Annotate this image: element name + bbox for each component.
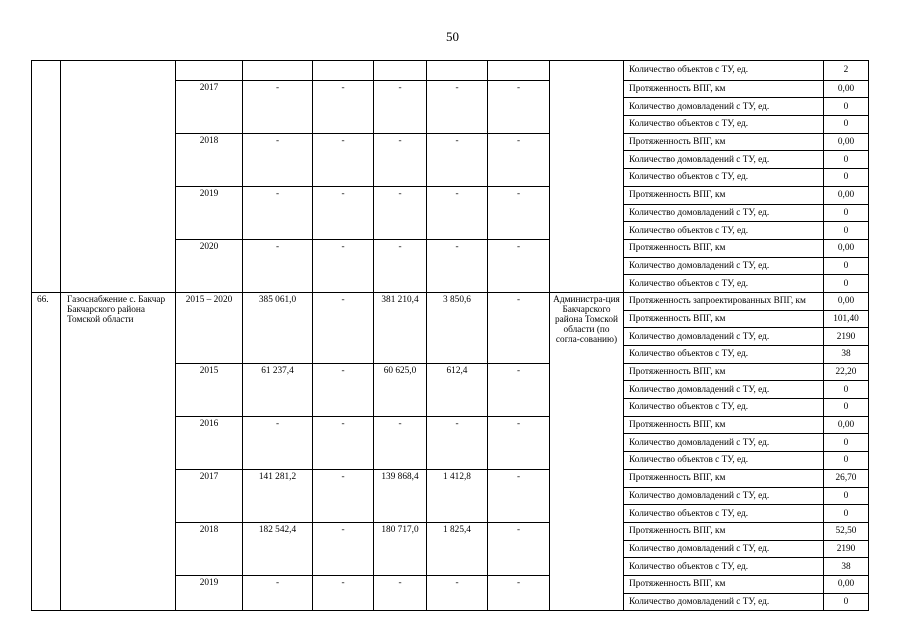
funding-value <box>427 61 488 81</box>
year-cell: 2019 <box>176 575 243 610</box>
funding-value: - <box>374 133 427 186</box>
indicator-label: Протяженность ВПГ, км <box>624 310 824 328</box>
funding-value: 1 412,8 <box>427 469 488 522</box>
funding-value: 182 542,4 <box>243 522 313 575</box>
funding-value: - <box>488 292 550 363</box>
indicator-value: 0 <box>824 257 869 275</box>
indicator-label: Протяженность ВПГ, км <box>624 416 824 434</box>
funding-value: - <box>488 469 550 522</box>
year-cell: 2019 <box>176 186 243 239</box>
indicator-value: 38 <box>824 346 869 364</box>
indicator-value: 0,00 <box>824 186 869 204</box>
indicator-label: Протяженность ВПГ, км <box>624 575 824 593</box>
indicator-label: Количество объектов с ТУ, ед. <box>624 452 824 470</box>
indicator-label: Количество объектов с ТУ, ед. <box>624 399 824 417</box>
indicator-value: 0 <box>824 151 869 169</box>
indicator-label: Протяженность запроектированных ВПГ, км <box>624 292 824 310</box>
funding-value: - <box>243 80 313 133</box>
funding-value: - <box>374 416 427 469</box>
indicator-label: Количество домовладений с ТУ, ед. <box>624 98 824 116</box>
funding-value: - <box>313 186 374 239</box>
indicator-value: 0,00 <box>824 239 869 257</box>
funding-value: - <box>313 80 374 133</box>
funding-value: - <box>374 80 427 133</box>
indicator-value: 26,70 <box>824 469 869 487</box>
funding-value <box>374 61 427 81</box>
indicator-label: Протяженность ВПГ, км <box>624 80 824 98</box>
indicator-value: 2190 <box>824 540 869 558</box>
executor-cell: Администра-ция Бакчарского района Томской области (по согла-сованию) <box>550 292 624 610</box>
indicator-value: 0 <box>824 275 869 293</box>
indicator-label: Количество домовладений с ТУ, ед. <box>624 593 824 611</box>
indicator-label: Протяженность ВПГ, км <box>624 133 824 151</box>
funding-value <box>313 61 374 81</box>
indicator-value: 0 <box>824 487 869 505</box>
indicator-value: 0,00 <box>824 575 869 593</box>
indicator-value: 0 <box>824 593 869 611</box>
indicator-value: 2190 <box>824 328 869 346</box>
funding-value: - <box>313 239 374 292</box>
executor-cell <box>550 61 624 293</box>
indicator-value: 0,00 <box>824 133 869 151</box>
indicator-label: Количество объектов с ТУ, ед. <box>624 61 824 81</box>
indicator-label: Количество домовладений с ТУ, ед. <box>624 487 824 505</box>
indicator-label: Протяженность ВПГ, км <box>624 522 824 540</box>
indicator-label: Количество объектов с ТУ, ед. <box>624 222 824 240</box>
funding-value: 381 210,4 <box>374 292 427 363</box>
funding-value: - <box>243 239 313 292</box>
indicator-value: 0 <box>824 399 869 417</box>
funding-value: - <box>488 186 550 239</box>
funding-value: - <box>427 416 488 469</box>
year-cell: 2018 <box>176 522 243 575</box>
year-cell: 2020 <box>176 239 243 292</box>
year-cell: 2015 – 2020 <box>176 292 243 363</box>
item-name: Газоснабжение с. Бакчар Бакчарского района Томской области <box>61 292 176 610</box>
indicator-label: Количество домовладений с ТУ, ед. <box>624 381 824 399</box>
indicator-value: 22,20 <box>824 363 869 381</box>
indicator-value: 38 <box>824 558 869 576</box>
indicator-label: Количество объектов с ТУ, ед. <box>624 346 824 364</box>
program-table <box>31 60 869 611</box>
indicator-label: Протяженность ВПГ, км <box>624 239 824 257</box>
indicator-value: 0,00 <box>824 416 869 434</box>
funding-value: - <box>374 239 427 292</box>
funding-value: - <box>488 416 550 469</box>
funding-value: 1 825,4 <box>427 522 488 575</box>
funding-value <box>488 61 550 81</box>
funding-value: - <box>488 133 550 186</box>
funding-value: - <box>243 186 313 239</box>
funding-value: - <box>427 186 488 239</box>
funding-value: - <box>243 416 313 469</box>
indicator-label: Количество объектов с ТУ, ед. <box>624 116 824 134</box>
funding-value: - <box>427 80 488 133</box>
funding-value: 60 625,0 <box>374 363 427 416</box>
funding-value: - <box>374 186 427 239</box>
year-cell: 2018 <box>176 133 243 186</box>
item-number: 66. <box>32 292 61 610</box>
indicator-label: Протяженность ВПГ, км <box>624 469 824 487</box>
funding-value <box>243 61 313 81</box>
funding-value: - <box>488 575 550 610</box>
item-name <box>61 61 176 293</box>
funding-value: - <box>374 575 427 610</box>
indicator-label: Количество домовладений с ТУ, ед. <box>624 204 824 222</box>
table-row <box>32 61 869 81</box>
funding-value: 139 868,4 <box>374 469 427 522</box>
funding-value: - <box>488 80 550 133</box>
funding-value: - <box>427 133 488 186</box>
funding-value: 61 237,4 <box>243 363 313 416</box>
indicator-value: 52,50 <box>824 522 869 540</box>
funding-value: - <box>313 363 374 416</box>
indicator-value: 0 <box>824 452 869 470</box>
indicator-label: Количество домовладений с ТУ, ед. <box>624 257 824 275</box>
funding-value: 612,4 <box>427 363 488 416</box>
funding-value: - <box>313 416 374 469</box>
indicator-value: 0 <box>824 116 869 134</box>
funding-value: - <box>313 575 374 610</box>
indicator-value: 2 <box>824 61 869 81</box>
funding-value: - <box>313 292 374 363</box>
funding-value: - <box>313 133 374 186</box>
funding-value: 180 717,0 <box>374 522 427 575</box>
indicator-value: 101,40 <box>824 310 869 328</box>
funding-value: - <box>488 239 550 292</box>
funding-value: - <box>488 522 550 575</box>
indicator-value: 0 <box>824 169 869 187</box>
indicator-label: Протяженность ВПГ, км <box>624 363 824 381</box>
year-cell: 2017 <box>176 469 243 522</box>
indicator-value: 0 <box>824 98 869 116</box>
indicator-value: 0,00 <box>824 80 869 98</box>
funding-value: - <box>427 575 488 610</box>
indicator-value: 0 <box>824 204 869 222</box>
funding-value: - <box>488 363 550 416</box>
table-row <box>32 292 869 310</box>
year-cell: 2015 <box>176 363 243 416</box>
indicator-label: Количество домовладений с ТУ, ед. <box>624 540 824 558</box>
funding-value: - <box>313 522 374 575</box>
item-number <box>32 61 61 293</box>
indicator-value: 0 <box>824 505 869 523</box>
indicator-value: 0 <box>824 222 869 240</box>
funding-value: 3 850,6 <box>427 292 488 363</box>
indicator-value: 0 <box>824 381 869 399</box>
indicator-label: Количество домовладений с ТУ, ед. <box>624 151 824 169</box>
funding-value: - <box>427 239 488 292</box>
funding-value: 141 281,2 <box>243 469 313 522</box>
funding-value: - <box>313 469 374 522</box>
indicator-label: Протяженность ВПГ, км <box>624 186 824 204</box>
year-cell <box>176 61 243 81</box>
page-number: 50 <box>446 29 459 44</box>
indicator-label: Количество домовладений с ТУ, ед. <box>624 328 824 346</box>
year-cell: 2017 <box>176 80 243 133</box>
indicator-label: Количество домовладений с ТУ, ед. <box>624 434 824 452</box>
funding-value: - <box>243 575 313 610</box>
indicator-label: Количество объектов с ТУ, ед. <box>624 275 824 293</box>
indicator-label: Количество объектов с ТУ, ед. <box>624 169 824 187</box>
funding-value: - <box>243 133 313 186</box>
indicator-value: 0,00 <box>824 292 869 310</box>
indicator-label: Количество объектов с ТУ, ед. <box>624 558 824 576</box>
indicator-value: 0 <box>824 434 869 452</box>
indicator-label: Количество объектов с ТУ, ед. <box>624 505 824 523</box>
funding-value: 385 061,0 <box>243 292 313 363</box>
year-cell: 2016 <box>176 416 243 469</box>
